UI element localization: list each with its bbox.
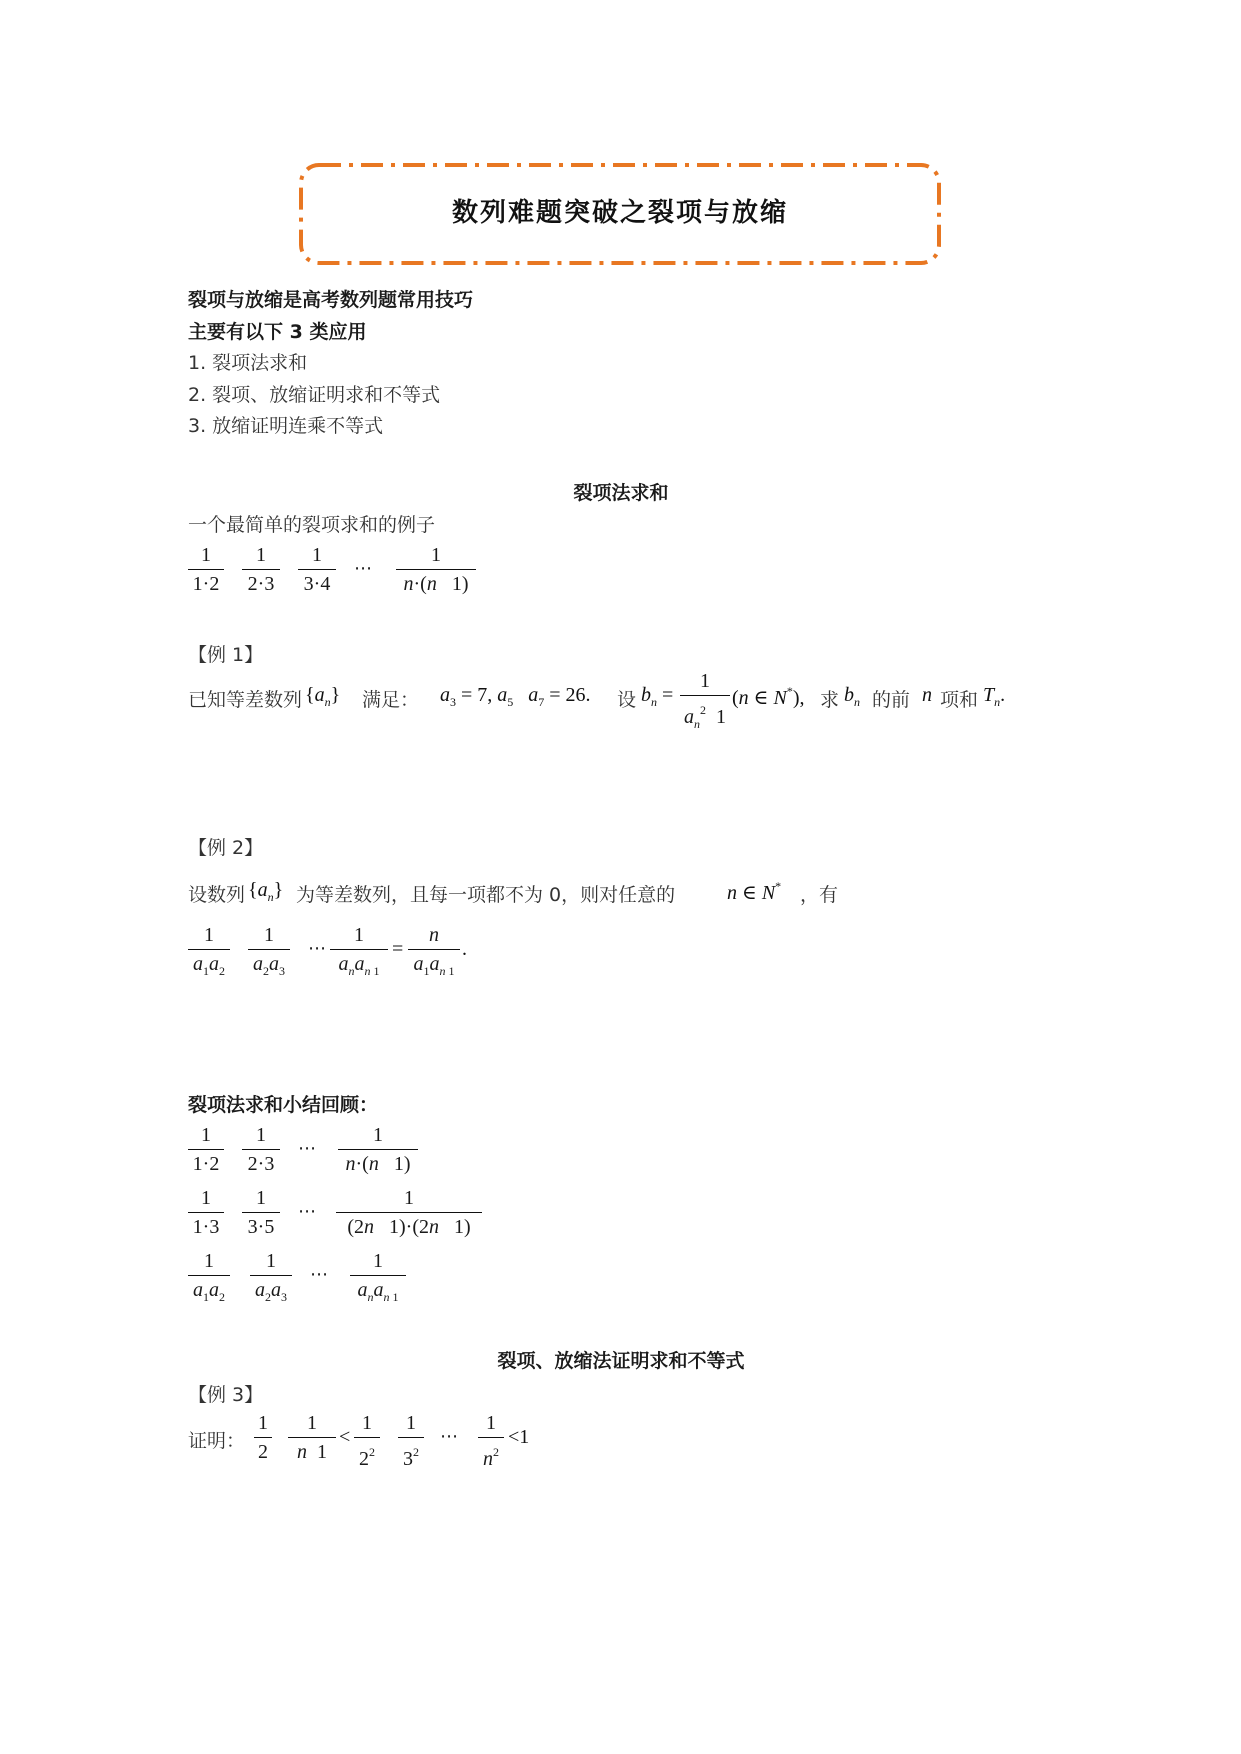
page-title: 数列难题突破之裂项与放缩 — [451, 198, 788, 228]
intro-line-1: 裂项与放缩是高考数列题常用技巧 — [188, 289, 474, 311]
intro-item-2: 2. 裂项、放缩证明求和不等式 — [188, 384, 441, 406]
example-2-label: 【例 2】 — [188, 837, 264, 859]
example-intro: 一个最简单的裂项求和的例子 — [188, 514, 436, 536]
intro-item-1: 1. 裂项法求和 — [188, 352, 308, 374]
summary-heading: 裂项法求和小结回顾： — [188, 1094, 379, 1116]
example-3-label: 【例 3】 — [188, 1384, 264, 1406]
intro-item-3: 3. 放缩证明连乘不等式 — [188, 415, 384, 437]
section-heading-split-sum: 裂项法求和 — [573, 482, 669, 504]
example-1-label: 【例 1】 — [188, 644, 264, 666]
intro-line-2: 主要有以下 3 类应用 — [188, 321, 367, 343]
section-heading-inequality: 裂项、放缩法证明求和不等式 — [497, 1350, 745, 1372]
